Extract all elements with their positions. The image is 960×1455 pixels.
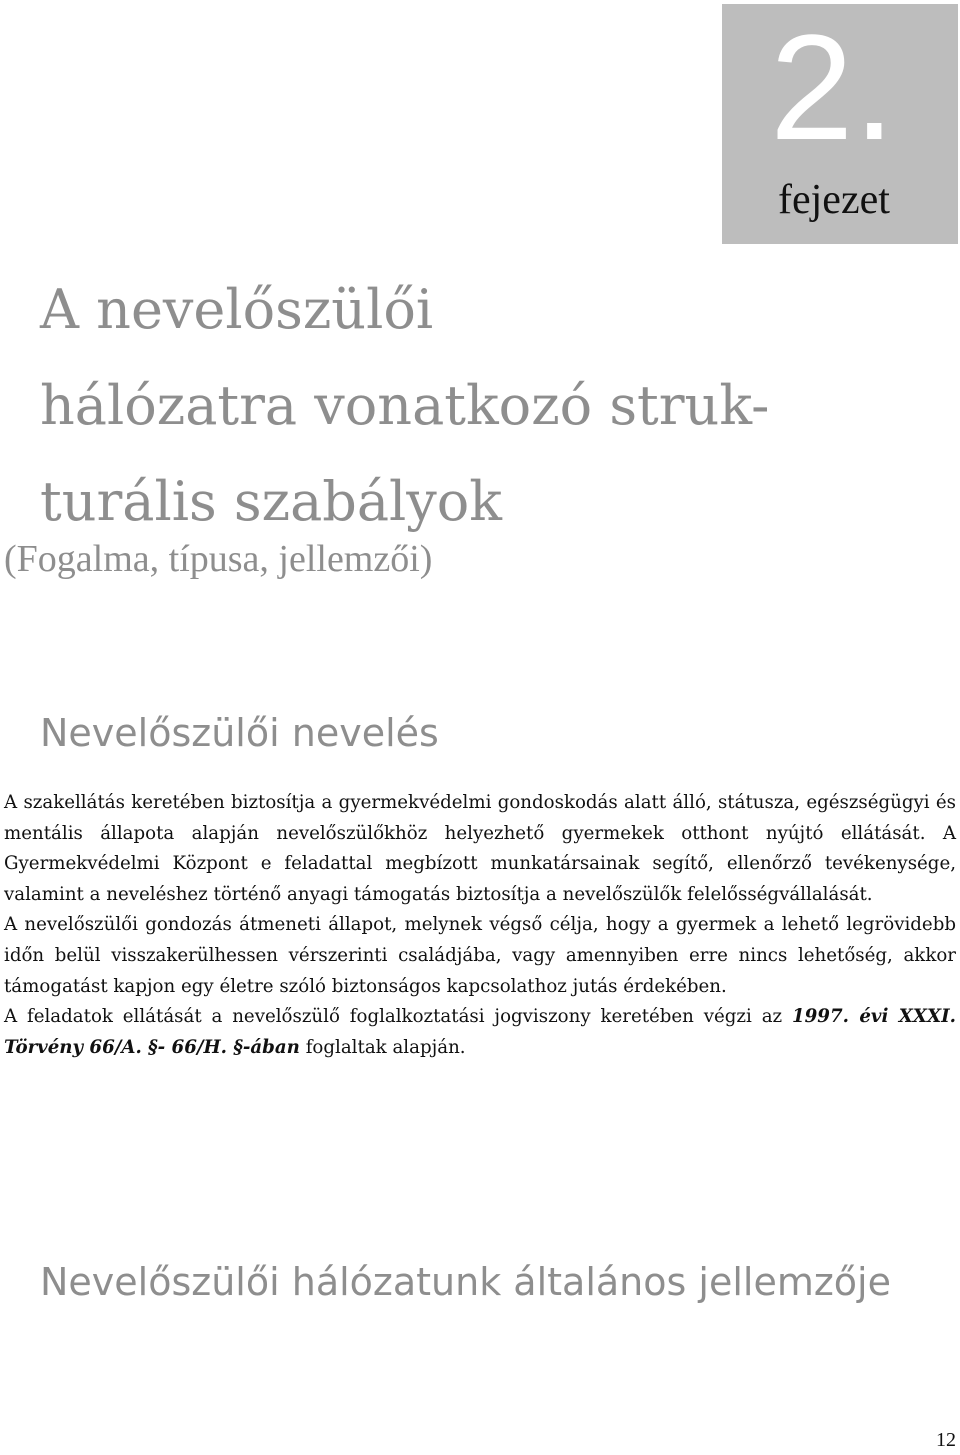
chapter-title-line: A nevelőszülői	[40, 278, 434, 341]
chapter-title-line: turális szabályok	[40, 470, 503, 533]
section-heading-jellemzo: Nevelőszülői hálózatunk általános jellemzője	[40, 1260, 891, 1304]
section-body	[4, 788, 956, 1063]
chapter-label-box	[722, 4, 958, 244]
body-paragraph: A szakellátás keretében biztosítja a gyermekvédelmi gondoskodás alatt álló, státusza, egészségügyi és mentális állapota alapján nevelőszülőkhöz helyezhető gyermekek otthont nyújtó ellátását. A Gyermekvédelmi Központ e feladattal megbízott munkatársainak segítő, ellenőrző tevékenysége, valamint a neveléshez történő anyagi támogatás biztosítja a nevelőszülők felelősségvállalását.	[4, 792, 956, 905]
chapter-number: 2.	[770, 3, 896, 171]
chapter-subtitle: (Fogalma, típusa, jellemzői)	[4, 538, 433, 580]
section-heading-nevelés: Nevelőszülői nevelés	[40, 711, 439, 755]
chapter-word: fejezet	[778, 177, 890, 223]
body-paragraph: A nevelőszülői gondozás átmeneti állapot, melynek végső célja, hogy a gyermek a lehető legrövidebb időn belül visszakerülhessen vérszerinti családjába, vagy amennyiben erre nincs lehetőség, akkor támogatást kapjon egy életre szóló biztonságos kapcsolathoz jutás érdekében.	[4, 914, 956, 997]
paragraph-text: A feladatok ellátását a nevelőszülő foglalkoztatási jogviszony keretében végzi az	[4, 1006, 792, 1028]
chapter-title-line: hálózatra vonatkozó struk-	[40, 374, 770, 437]
body-paragraph	[4, 1002, 956, 1063]
law-reference: 1997. évi XXXI. Törvény 66/A. §- 66/H. §-ában	[4, 1006, 956, 1058]
page-number: 12	[936, 1429, 956, 1451]
paragraph-text: foglaltak alapján.	[299, 1036, 466, 1058]
chapter-title	[40, 262, 920, 550]
